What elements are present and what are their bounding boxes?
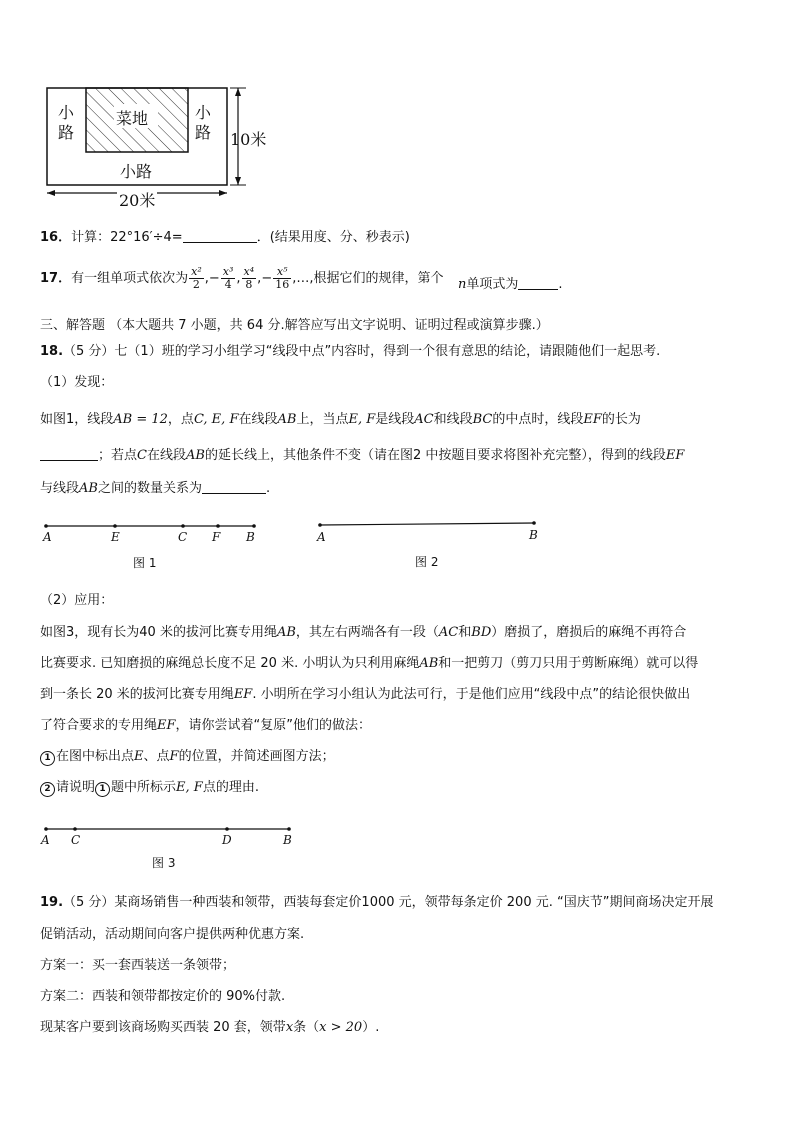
answer-blank[interactable] [40,447,98,461]
comma: , [236,271,241,286]
point-A [44,524,48,528]
fraction-term [273,266,291,291]
height-label: 10米 [230,130,267,149]
point-B [532,521,536,525]
q18-p1-line2: ；若点C在线段AB的延长线上，其他条件不变（请在图2 中按题目要求将图补充完整），得到的线段EF [40,447,684,465]
circled-number-1-ref: 1 [95,782,110,797]
point-C [73,827,77,831]
point-A [318,523,322,527]
point-D [225,827,229,831]
right-path-label: 小 路 [195,103,212,142]
denominator: 8 [245,278,253,291]
denominator: 16 [275,278,290,291]
fig2-label-A: A [317,530,326,544]
fig3-label-D: D [222,833,232,847]
minus-sign: − [208,271,220,286]
q19-line5: 现某客户要到该商场购买西装 20 套，领带x条（x > 20）. [40,1020,380,1035]
answer-blank[interactable] [202,480,266,494]
veg-plot-label: 菜地 [116,109,149,128]
q18-p1-line1: 如图1，线段AB = 12，点C, E, F在线段AB上，当点E, F是线段AC和线段BC的中点时，线段EF的长为 [40,412,641,427]
point-F [216,524,220,528]
left-path-label: 小 路 [58,103,75,142]
monomial-terms [188,265,292,291]
numerator: x⁵ [273,266,291,279]
fig3-label-A: A [41,833,50,847]
point-B [252,524,256,528]
fig1-label-B: B [246,530,255,544]
q18-p1-line3: 与线段AB之间的数量关系为 . [40,481,271,496]
fig1-caption: 图 1 [133,556,157,570]
comma: , [257,271,262,286]
q18-p2-line4: 了符合要求的专用绳EF，请你尝试着“复原”他们的做法： [40,718,372,733]
q18-p2-line1: 如图3，现有长为40 米的拔河比赛专用绳AB，其左右两端各有一段（AC和BD）磨损了，磨损后的麻绳不再符合 [40,625,687,640]
figure-1-segment [40,520,270,534]
width-label: 20米 [117,188,157,211]
q18-item-1: 1 在图中标出点E、点F的位置，并简述画图方法； [40,748,335,766]
q18-p2-line2: 比赛要求. 已知磨损的麻绳总长度不足 20 米. 小明认为只利用麻绳AB和一把剪刀（剪刀只用于剪断麻绳）就可以得 [40,656,699,671]
q18-item-2: 2 请说明 1 题中所标示E, F点的理由. [40,779,259,797]
part2-title: （2）应用： [40,593,114,608]
fig1-label-E: E [111,530,120,544]
q18-intro: 18.（5 分）七（1）班的学习小组学习“线段中点”内容时，得到一个很有意思的结论，请跟随他们一起思考. [40,344,661,359]
circled-number-1: 1 [40,751,55,766]
point-E [113,524,117,528]
numerator: x⁴ [243,265,255,278]
q18-p2-line3: 到一条长 20 米的拔河比赛专用绳EF. 小明所在学习小组认为此法可行，于是他们应用“线段中点”的结论很快做出 [40,687,691,702]
answer-blank[interactable] [518,276,558,290]
question-16: 16．计算：22°16′÷4= ．(结果用度、分、秒表示) [40,230,410,245]
fig2-caption: 图 2 [415,555,439,569]
q19-plan2: 方案二：西装和领带都按定价的 90%付款. [40,989,286,1004]
fraction-term [221,266,236,291]
section-title: 三、解答题 （本大题共 7 小题，共 64 分.解答应写出文字说明、证明过程或演算步骤.） [40,318,549,333]
q19-plan1: 方案一：买一套西装送一条领带； [40,958,236,973]
fig3-label-C: C [71,833,81,847]
fig3-label-B: B [283,833,292,847]
point-C [181,524,185,528]
question-17: 17．有一组单项式依次为 $\frac{\text{x²}}{2}$ ,− $\frac{\text{x³}}{4}$ , $\frac{\text{x⁴}}{8}$ ,− $\frac{\text{x⁵}}{16}$ ,…,根据它们的规律，第个 [40,265,444,291]
circled-number-2: 2 [40,782,55,797]
comma: , [204,271,209,286]
part1-title: （1）发现： [40,375,114,390]
minus-sign: − [261,271,273,286]
fig1-label-C: C [178,530,188,544]
numerator: x³ [222,265,234,278]
numerator: x² [191,265,202,278]
denominator: 2 [192,278,200,291]
answer-blank[interactable] [183,229,257,243]
fig3-caption: 图 3 [152,856,176,870]
fraction-term [242,266,257,291]
fig2-label-B: B [529,528,538,542]
figure-2-segment [314,518,544,532]
denominator: 4 [224,278,232,291]
fraction-term [189,266,204,291]
point-A [44,827,48,831]
point-B [287,827,291,831]
q19-line1: 19.（5 分）某商场销售一种西装和领带，西装每套定价1000 元，领带每条定价 200 元. “国庆节”期间商场决定开展 [40,895,714,910]
fig1-label-A: A [43,530,52,544]
q19-line2: 促销活动，活动期间向客户提供两种优惠方案. [40,927,305,942]
bottom-path-label: 小路 [120,162,153,181]
fig1-label-F: F [212,530,221,544]
